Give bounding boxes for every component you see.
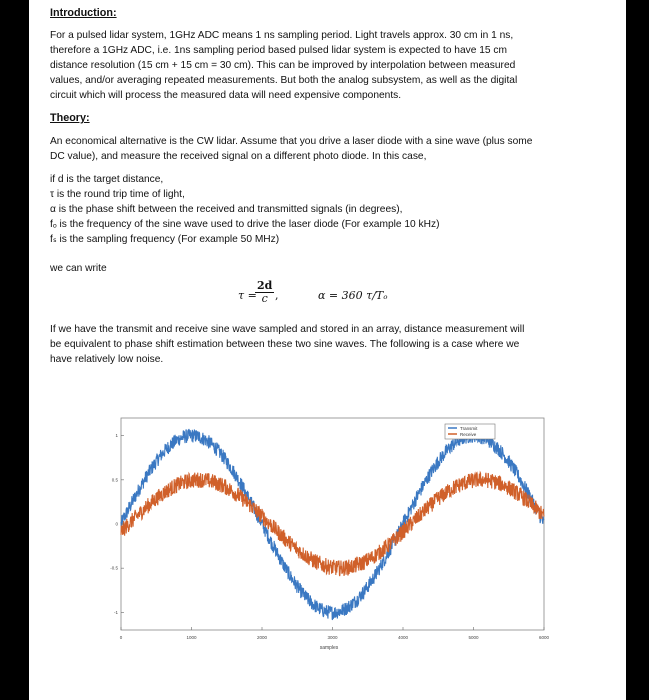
y-tick-label: -0.5: [110, 565, 118, 571]
intro-line: therefore a 1GHz ADC, i.e. 1ns sampling period based pulsed lidar system is expected to have 15 cm: [50, 45, 507, 56]
phase-chart: [29, 0, 626, 700]
y-tick-label: 1: [115, 433, 118, 439]
definition-line: if d is the target distance,: [50, 174, 164, 185]
plot-frame: [121, 418, 544, 630]
document-page: [29, 0, 626, 700]
x-axis-label: samples: [319, 645, 339, 651]
definition-line: τ is the round trip time of light,: [50, 189, 185, 200]
body-line: be equivalent to phase shift estimation between these two sine waves. The following is a case where we: [50, 339, 520, 350]
theory-heading: Theory:: [50, 112, 90, 124]
x-tick-label: 5000: [468, 635, 479, 640]
definition-line: fₛ is the sampling frequency (For example 50 MHz): [50, 234, 280, 245]
body-line: have relatively low noise.: [50, 354, 164, 365]
intro-line: distance resolution (15 cm + 15 cm = 30 cm). This can be improved by interpolation between measured: [50, 60, 516, 71]
y-tick-label: 0: [115, 521, 118, 527]
x-tick-label: 0: [119, 635, 123, 640]
intro-line: values, and/or averaging repeated measurements. But both the analog subsystem, as well as the digital: [50, 75, 518, 86]
x-tick-label: 4000: [397, 635, 409, 640]
x-tick-label: 1000: [186, 635, 197, 640]
y-tick-label: -1: [113, 609, 118, 615]
definition-line: fₒ is the frequency of the sine wave used to drive the laser diode (For example 10 kHz): [50, 219, 440, 230]
y-tick-label: 0.5: [111, 477, 118, 483]
intro-line: For a pulsed lidar system, 1GHz ADC means 1 ns sampling period. Light travels approx. 30 cm in 1 ns,: [50, 30, 514, 41]
equation-tau-lhs: τ =: [238, 289, 257, 302]
equation-comma: ,: [275, 289, 279, 302]
equation-alpha: α = 360 τ/Tₒ: [318, 289, 388, 302]
definition-line: α is the phase shift between the received and transmitted signals (in degrees),: [50, 204, 403, 215]
theory-line: DC value), and measure the received signal on a different photo diode. In this case,: [50, 151, 427, 162]
x-tick-label: 6000: [538, 635, 550, 640]
legend: [445, 424, 495, 439]
we-can-write: we can write: [50, 263, 107, 274]
body-line: If we have the transmit and receive sine wave sampled and stored in an array, distance measurement will: [50, 324, 525, 335]
theory-line: An economical alternative is the CW lidar. Assume that you drive a laser diode with a sine wave (plus some: [50, 136, 533, 147]
x-tick-label: 2000: [256, 635, 268, 640]
x-tick-label: 3000: [327, 635, 338, 640]
legend-receive-label: Receive: [460, 432, 477, 437]
legend-transmit-label: Transmit: [460, 426, 478, 431]
fraction-denominator: c: [261, 292, 268, 305]
fraction-numerator: 2d: [257, 279, 273, 292]
intro-line: circuit which will process the measured data will need expensive components.: [50, 90, 402, 101]
introduction-heading: Introduction:: [50, 7, 117, 19]
